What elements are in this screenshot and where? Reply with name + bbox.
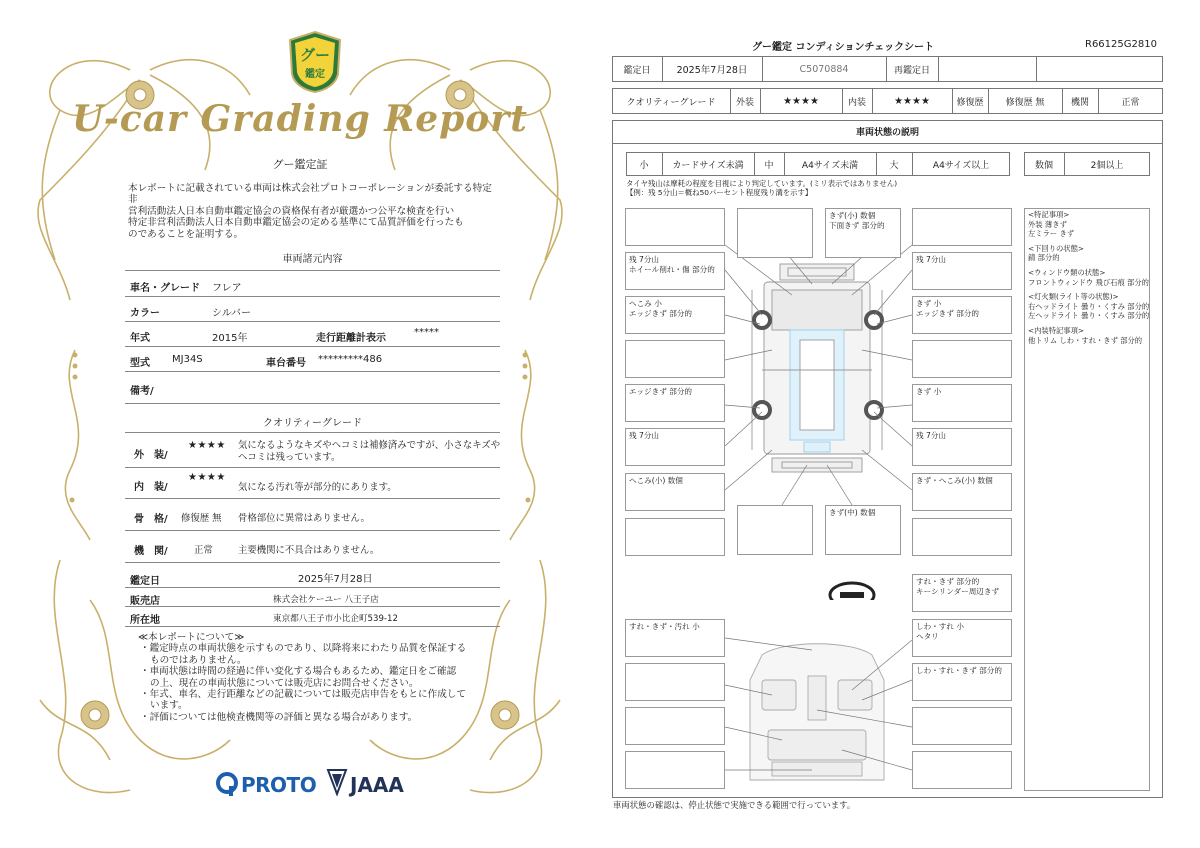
- sheet-repair-value: 修復歴 無: [1005, 97, 1045, 108]
- comment-box: [737, 208, 813, 258]
- interior-label: 内 装/: [134, 482, 168, 493]
- comment-left-side: エッジきず 部分的: [625, 384, 725, 422]
- section-title: 車両状態の説明: [855, 128, 919, 138]
- svg-text:グー: グー: [299, 46, 331, 64]
- size-mid: 中: [764, 160, 774, 171]
- comment-box: [912, 751, 1012, 789]
- cert-heading: グー鑑定証: [272, 158, 328, 171]
- tire-note-1: タイヤ残山は摩耗の程度を目視により判定しています。(ミリ表示ではありません): [626, 179, 898, 188]
- cert-intro: 本レポートに記載されている車両は株式会社プロトコーポレーションが委託する特定非 営利活動法人日本自動車鑑定協会の資格保有者が厳選かつ公平な検査を行い 特定非営利活動法人日本自動車鑑定協会の定める基準にて品質評価を行ったも のであることを証明する。: [128, 183, 492, 240]
- color-value: シルバー: [212, 308, 252, 319]
- comment-left-rear: へこみ(小) 数個: [625, 473, 725, 511]
- address-value: 東京都八王子市小比企町539-12: [273, 614, 398, 624]
- car-name-label: 車名・グレード: [130, 283, 200, 294]
- report-notes: ≪本レポートについて≫ ・鑑定時点の車両状態を示すものであり、以降将来にわたり品質を保証する ものではありません。 ・車両状態は時間の経過に伴い変化する場合もあるため、鑑定日をご確認 の上、現在の車両状態については販売店にお問合せください。 ・年式、車名、走行距離などの記載については販売店申告をもとに作成して います。 ・評価については他検査機関等の評価と異なる場合があります。: [138, 632, 467, 723]
- chassis-label: 車台番号: [266, 358, 306, 369]
- comment-interior-right-1: しわ・すれ 小 ヘタリ: [912, 619, 1012, 657]
- exterior-stars: ★★★★: [188, 440, 226, 451]
- special-notes: <特記事項> 外装 薄きず 左ミラー きず <下回りの状態> 錆 部分的 <ウィンドウ類の状態> フロントウィンドウ 飛び石痕 部分的 <灯火類(ライト等の状態)> 右ヘッドライト 曇り・くすみ 部分的 左ヘッドライト 曇り・くすみ 部分的 <内装特記事項> 他トリム しわ・すれ・きず 部分的: [1028, 210, 1150, 345]
- report-title: U-car Grading Report: [72, 98, 528, 140]
- exterior-label: 外 装/: [134, 450, 168, 461]
- quality-heading: クオリティーグレード: [263, 418, 362, 429]
- size-small-desc: カードサイズ未満: [672, 160, 744, 171]
- engine-value: 正常: [194, 545, 213, 556]
- appraisal-date-value: 2025年7月28日: [298, 574, 373, 585]
- size-small: 小: [639, 160, 649, 171]
- comment-box: [912, 340, 1012, 378]
- sheet-int-label: 内装: [847, 97, 866, 108]
- sheet-engine-value: 正常: [1121, 97, 1140, 108]
- exterior-text: 気になるようなキズやヘコミは補修済みですが、小さなキズや ヘコミは残っています。: [238, 440, 501, 463]
- mileage-label: 走行距離計表示: [316, 333, 386, 344]
- engine-label: 機 関/: [134, 546, 168, 557]
- tire-note-2: 【例：残 5分山＝概ね50パーセント程度残り溝を示す】: [626, 188, 813, 197]
- mileage-value: *****: [414, 327, 439, 338]
- comment-box: [737, 505, 813, 555]
- comment-key: すれ・きず 部分的 キーシリンダー周辺きず: [912, 574, 1012, 612]
- appraisal-date-label: 鑑定日: [130, 576, 160, 587]
- frame-value: 修復歴 無: [181, 513, 222, 524]
- model-value: MJ34S: [172, 354, 203, 365]
- comment-bottom-center: きず(中) 数個: [825, 505, 901, 555]
- comment-box: [625, 751, 725, 789]
- size-large: 大: [889, 160, 899, 171]
- sheet-footer: 車両状態の確認は、停止状態で実施できる範囲で行っています。: [613, 800, 856, 810]
- comment-box: [625, 340, 725, 378]
- address-label: 所在地: [130, 615, 160, 626]
- comment-right-tire-front: 残 7分山: [912, 252, 1012, 290]
- shop-value: 株式会社ケーユー 八王子店: [273, 595, 379, 605]
- chassis-value: *********486: [318, 354, 383, 365]
- sheet-ext-stars: ★★★★: [783, 95, 819, 107]
- color-label: カラー: [130, 308, 160, 319]
- comment-left-front: へこみ 小 エッジきず 部分的: [625, 296, 725, 334]
- sheet-engine-label: 機関: [1070, 97, 1089, 108]
- car-name-value: フレア: [212, 283, 242, 294]
- sheet-title: グー鑑定 コンディションチェックシート: [752, 42, 935, 53]
- engine-text: 主要機関に不具合はありません。: [238, 545, 380, 556]
- count-label: 数個: [1034, 160, 1053, 171]
- shop-label: 販売店: [130, 596, 160, 607]
- sheet-date-label: 鑑定日: [623, 65, 651, 76]
- proto-brand: PROTO: [241, 773, 317, 797]
- frame-label: 骨 格/: [134, 514, 168, 525]
- year-label: 年式: [130, 333, 150, 344]
- count-desc: 2個以上: [1090, 160, 1124, 171]
- reappraisal-label: 再鑑定日: [893, 65, 930, 76]
- remarks-label: 備考/: [130, 386, 154, 397]
- sheet-int-stars: ★★★★: [894, 95, 930, 107]
- comment-right-rear: きず・へこみ(小) 数個: [912, 473, 1012, 511]
- size-mid-desc: A4サイズ未満: [801, 160, 859, 171]
- comment-left-tire-front: 残 7分山 ホイール削れ・傷 部分的: [625, 252, 725, 290]
- comment-interior-left: すれ・きず・汚れ 小: [625, 619, 725, 657]
- model-label: 型式: [130, 358, 150, 369]
- frame-text: 骨格部位に異常はありません。: [238, 513, 370, 524]
- sheet-quality-label: クオリティーグレード: [626, 97, 716, 108]
- comment-box: [625, 707, 725, 745]
- sheet-code: R66125G2810: [1085, 39, 1157, 50]
- size-large-desc: A4サイズ以上: [932, 160, 990, 171]
- gu-kantei-logo-icon: [286, 30, 344, 94]
- sheet-id: C5070884: [799, 63, 849, 75]
- comment-box: [625, 663, 725, 701]
- comment-interior-right-2: しわ・すれ・きず 部分的: [912, 663, 1012, 701]
- spec-heading: 車両諸元内容: [282, 254, 343, 265]
- sheet-repair-label: 修復歴: [956, 97, 984, 108]
- comment-right-tire-rear: 残 7分山: [912, 428, 1012, 466]
- comment-box: [912, 707, 1012, 745]
- sheet-ext-label: 外装: [735, 97, 754, 108]
- jaaa-brand: JAAA: [350, 773, 404, 797]
- interior-stars: ★★★★: [188, 472, 226, 483]
- svg-text:鑑定: 鑑定: [305, 69, 325, 80]
- comment-left-tire-rear: 残 7分山: [625, 428, 725, 466]
- comment-box: [912, 208, 1012, 246]
- proto-logo-icon: [216, 772, 240, 798]
- year-value: 2015年: [212, 333, 248, 344]
- comment-box: [625, 208, 725, 246]
- comment-top-center: きず(小) 数個 下面きず 部分的: [825, 208, 901, 258]
- jaaa-logo-icon: [326, 768, 348, 796]
- comment-box: [912, 518, 1012, 556]
- comment-right-side: きず 小: [912, 384, 1012, 422]
- comment-box: [625, 518, 725, 556]
- comment-right-front: きず 小 エッジきず 部分的: [912, 296, 1012, 334]
- sheet-date-value: 2025年7月28日: [676, 65, 748, 76]
- interior-text: 気になる汚れ等が部分的にあります。: [238, 482, 397, 493]
